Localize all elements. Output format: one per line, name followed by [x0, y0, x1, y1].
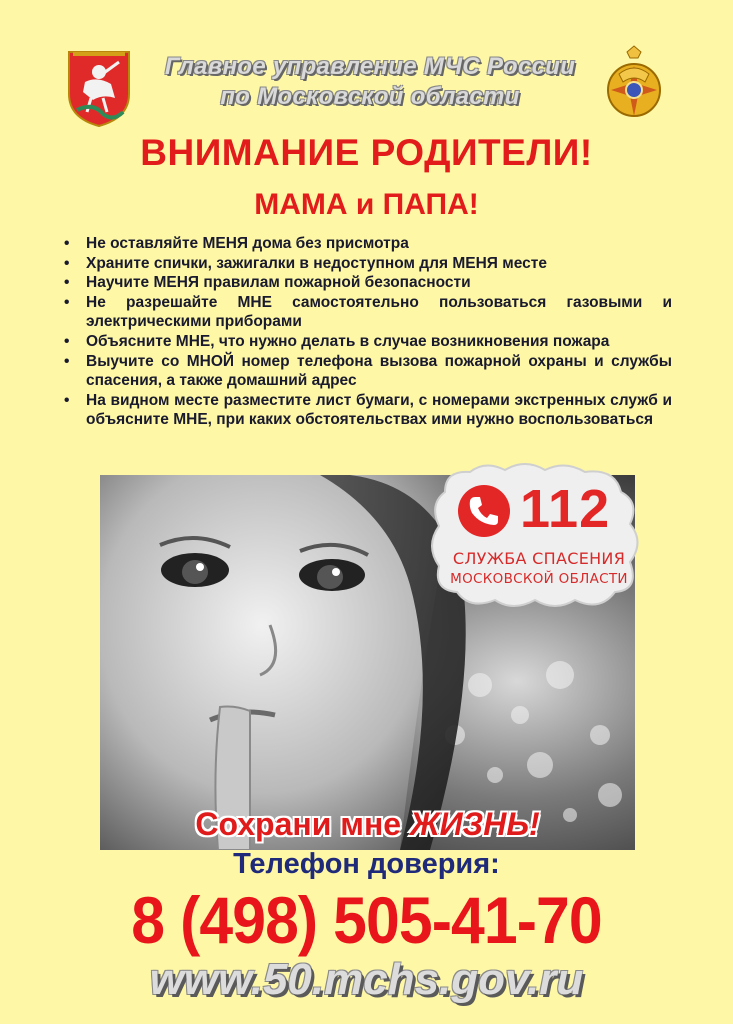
hotline-label: Телефон доверия: [233, 848, 500, 880]
rule-item: • Храните спички, зажигалки в недоступном для МЕНЯ месте [62, 254, 672, 274]
rule-item: • Научите МЕНЯ правилам пожарной безопасности [62, 273, 672, 293]
hotline-number[interactable]: 8 (498) 505-41-70 [131, 883, 602, 957]
rule-item: • Не разрешайте МНЕ самостоятельно пользоваться газовыми и электрическими приборами [62, 293, 672, 332]
org-title-line-1: Главное управление МЧС России [164, 53, 576, 80]
rule-item: • На видном месте разместите лист бумаги, с номерами экстренных служб и объясните МНЕ, при каких обстоятельствах ими нужно воспользоваться [62, 391, 672, 430]
rescue-service-region: МОСКОВСКОЙ ОБЛАСТИ [450, 571, 628, 587]
headline-parents: МАМА и ПАПА! [254, 188, 479, 221]
phone-icon [456, 483, 512, 539]
slogan-prefix: Сохрани мне [195, 806, 410, 842]
rule-item: • Не оставляйте МЕНЯ дома без присмотра [62, 234, 672, 254]
rule-item: • Выучите со МНОЙ номер телефона вызова пожарной охраны и службы спасения, а также домашний адрес [62, 352, 672, 391]
slogan [100, 806, 635, 843]
org-title-line-2: по Московской области [220, 83, 520, 110]
safety-rules-list [62, 234, 672, 430]
rule-item: • Объясните МНЕ, что нужно делать в случае возникновения пожара [62, 332, 672, 352]
moscow-oblast-coat-of-arms-icon [63, 48, 135, 128]
rescue-service-label: СЛУЖБА СПАСЕНИЯ [452, 549, 626, 568]
website-link[interactable]: www.50.mchs.gov.ru [149, 955, 584, 1004]
headline-attention: ВНИМАНИЕ РОДИТЕЛИ! [140, 132, 593, 173]
org-title [140, 52, 600, 112]
mchs-emblem-icon [605, 44, 663, 128]
emergency-number: 112 [520, 479, 611, 539]
slogan-emphasis: ЖИЗНЬ! [409, 806, 540, 842]
